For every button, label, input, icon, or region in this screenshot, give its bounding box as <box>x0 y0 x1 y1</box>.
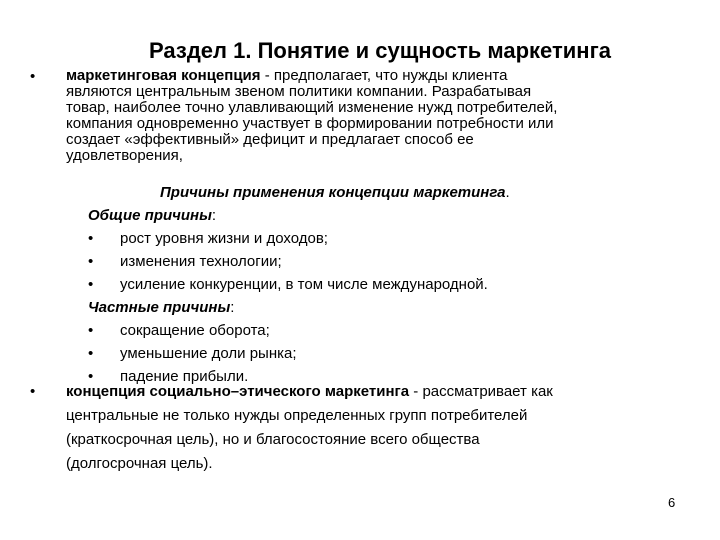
list-item-text: изменения технологии; <box>120 253 282 270</box>
paragraph-line <box>66 380 686 404</box>
paragraph-line: являются центральным звеном политики компании. Разрабатывая <box>66 83 532 100</box>
reasons-heading <box>160 184 510 201</box>
list-item <box>88 345 297 362</box>
definition-text: - предполагает, что нужды клиента <box>260 67 508 84</box>
reasons-heading-text: Причины применения концепции маркетинга <box>160 184 506 201</box>
bullet: • <box>88 230 94 247</box>
list-item-text: рост уровня жизни и доходов; <box>120 230 328 247</box>
specific-reasons-label: Частные причины <box>88 299 231 316</box>
bullet: • <box>88 368 94 385</box>
list-item-text: уменьшение доли рынка; <box>120 345 297 362</box>
list-item-text: падение прибыли. <box>120 368 249 385</box>
general-reasons-label: Общие причины <box>88 207 212 224</box>
social-ethical-concept-paragraph <box>66 380 686 476</box>
list-item <box>88 322 270 339</box>
paragraph-line: центральные не только нужды определенных групп потребителей <box>66 407 528 424</box>
paragraph-line: создает «эффективный» дефицит и предлагает способ ее <box>66 131 474 148</box>
general-reasons-heading <box>88 207 216 224</box>
specific-reasons-heading <box>88 299 234 316</box>
list-item <box>88 276 488 293</box>
list-item <box>88 253 282 270</box>
paragraph-line: (краткосрочная цель), но и благосостояние всего общества <box>66 431 480 448</box>
list-item-text: сокращение оборота; <box>120 322 270 339</box>
bullet: • <box>88 276 94 293</box>
bullet-marketing-concept: • <box>30 68 36 85</box>
bullet-social-ethical-concept: • <box>30 383 36 400</box>
paragraph-line: (долгосрочная цель). <box>66 455 213 472</box>
list-item <box>88 230 328 247</box>
page-number: 6 <box>668 495 676 510</box>
paragraph-line: удовлетворения, <box>66 147 183 164</box>
marketing-concept-paragraph <box>66 68 686 164</box>
bullet: • <box>88 253 94 270</box>
list-item-text: усиление конкуренции, в том числе международной. <box>120 276 488 293</box>
term-marketing-concept: маркетинговая концепция <box>66 67 261 84</box>
paragraph-line: компания одновременно участвует в формировании потребности или <box>66 115 554 132</box>
specific-reasons-colon: : <box>230 299 235 316</box>
bullet: • <box>88 322 94 339</box>
slide-title: Раздел 1. Понятие и сущность маркетинга <box>149 38 611 63</box>
term-social-ethical-marketing: концепция социально–этического маркетинга <box>66 383 410 400</box>
bullet: • <box>88 345 94 362</box>
general-reasons-colon: : <box>211 207 217 224</box>
paragraph-line <box>66 68 686 84</box>
paragraph-line: товар, наиболее точно улавливающий изменение нужд потребителей, <box>66 99 558 116</box>
definition-text: - рассматривает как <box>409 383 553 400</box>
reasons-heading-punct: . <box>505 184 510 201</box>
